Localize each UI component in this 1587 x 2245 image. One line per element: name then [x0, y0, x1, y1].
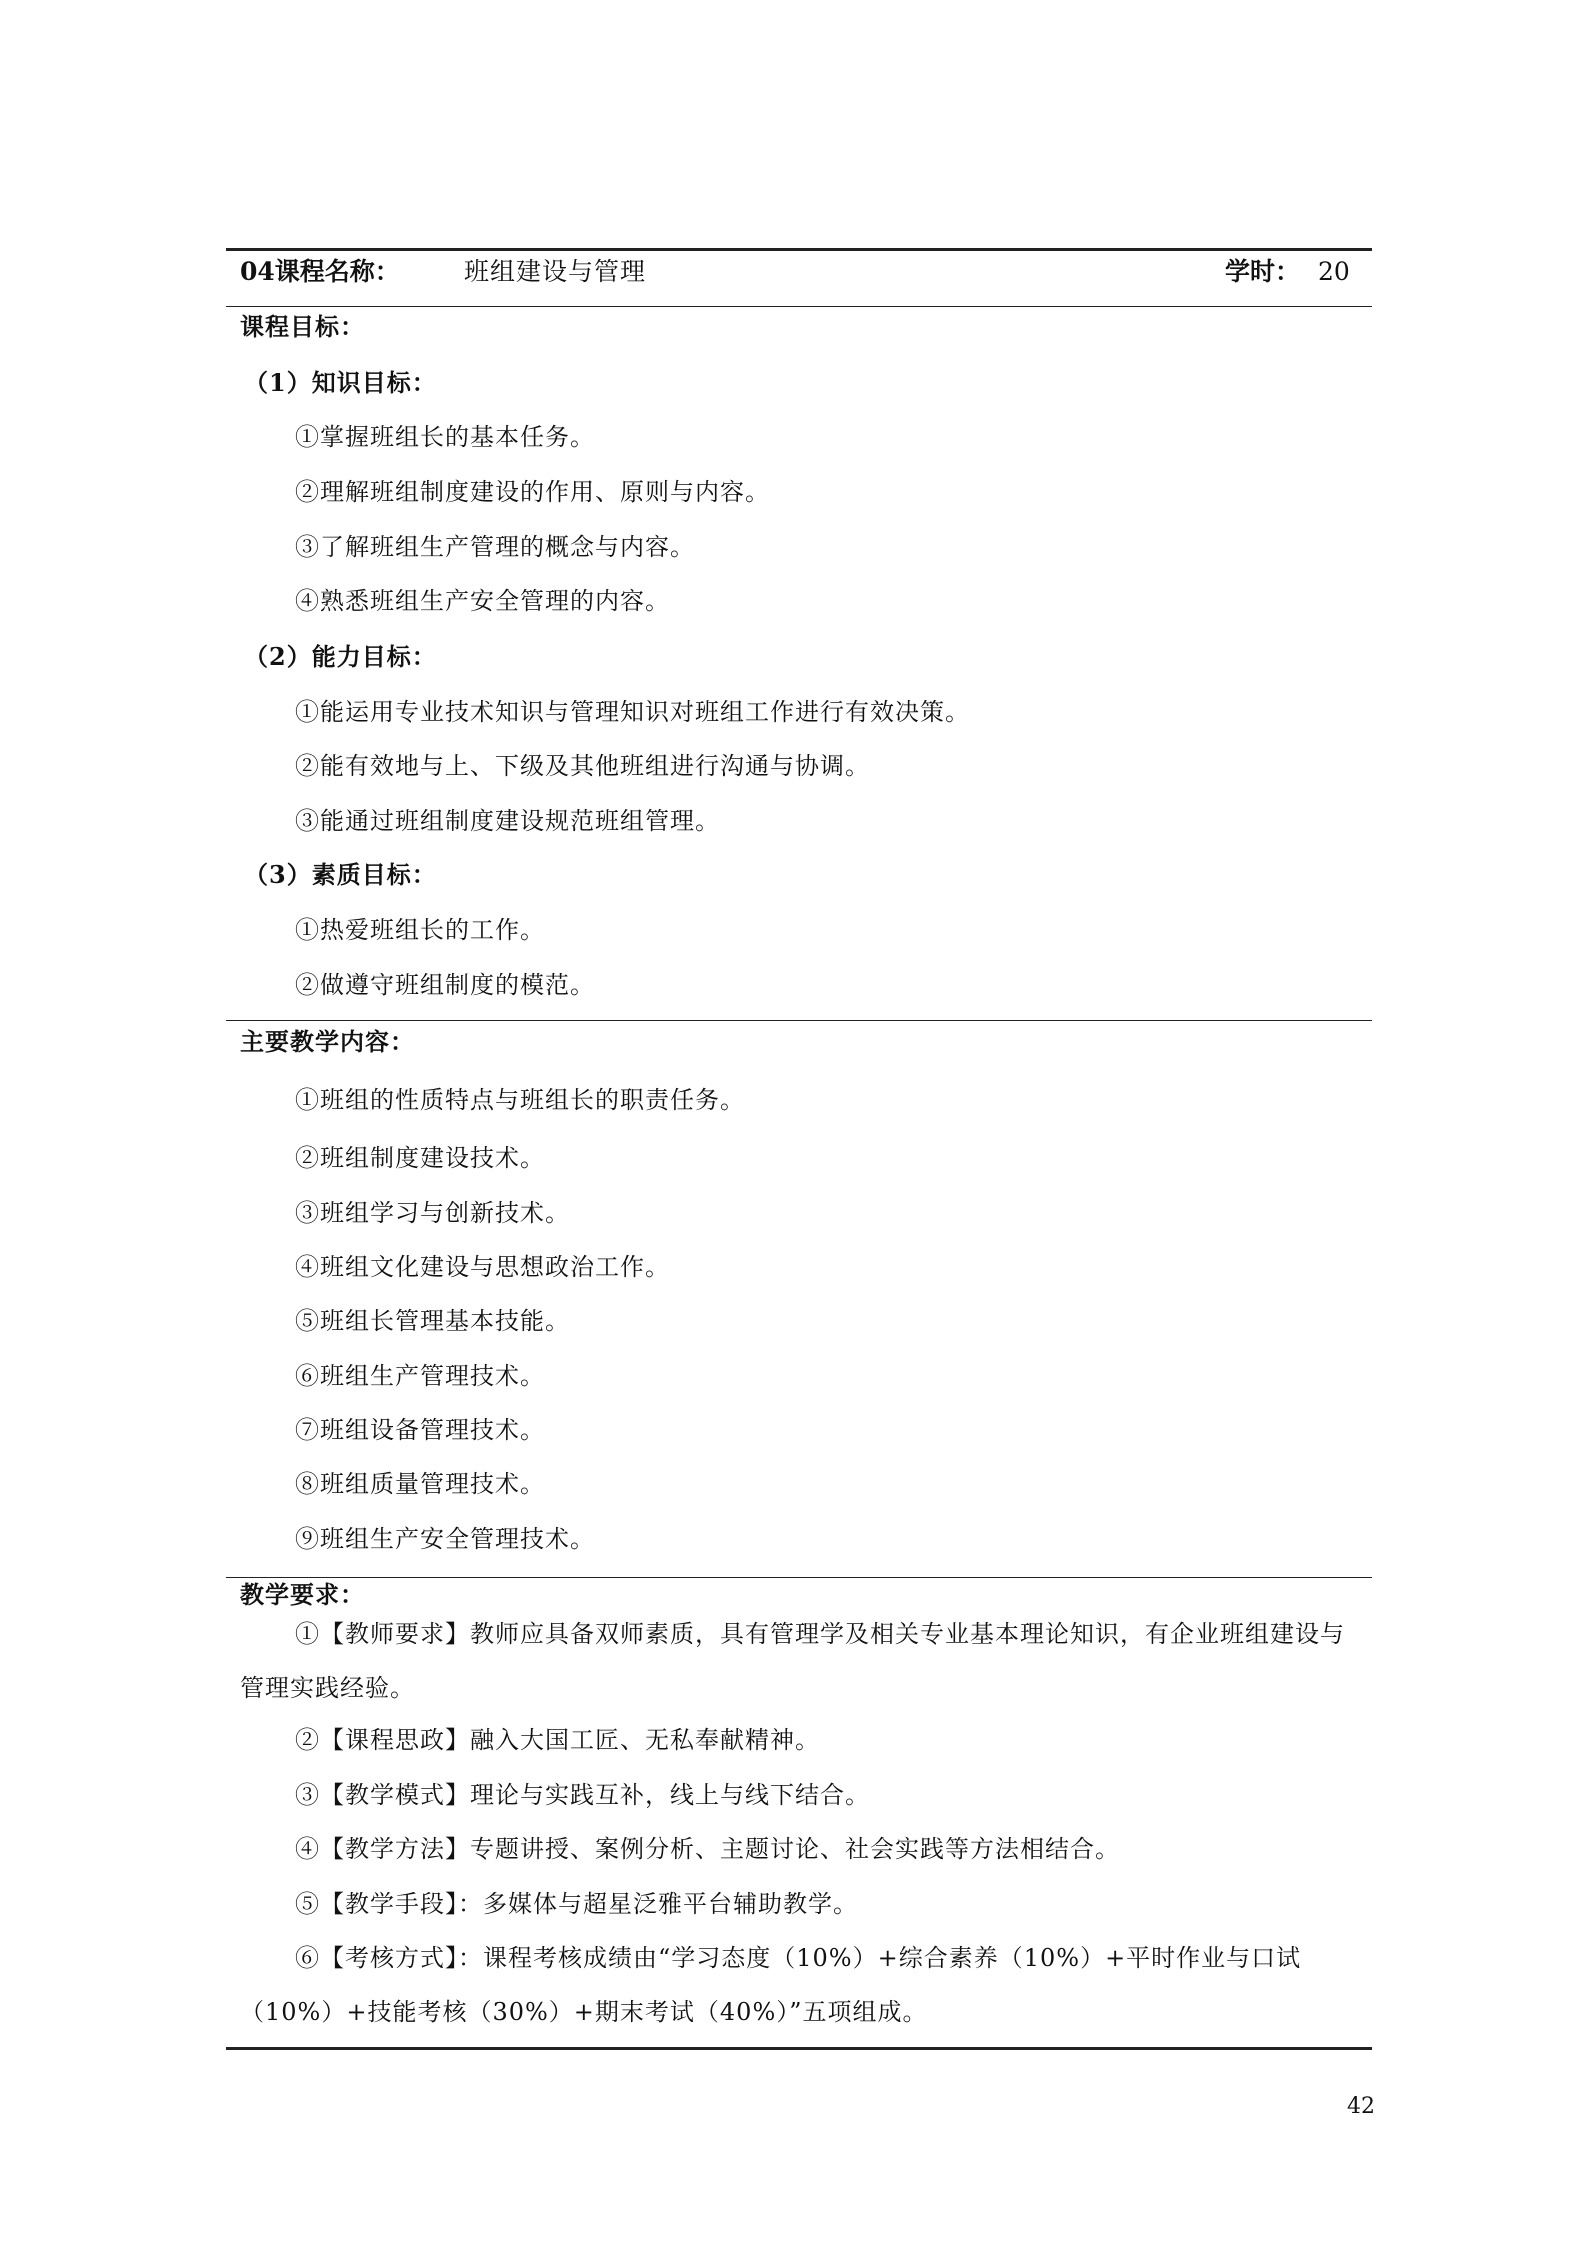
- ability-item: ①能运用专业技术知识与管理知识对班组工作进行有效决策。: [295, 698, 970, 726]
- ability-item: ②能有效地与上、下级及其他班组进行沟通与协调。: [295, 752, 870, 780]
- knowledge-item: ③了解班组生产管理的概念与内容。: [295, 533, 695, 561]
- page-number: 42: [1347, 2094, 1375, 2119]
- hours-value: 20: [1318, 257, 1350, 286]
- quality-title: （3）素质目标：: [244, 860, 437, 889]
- content-item: ⑦班组设备管理技术。: [295, 1416, 545, 1444]
- table-bottom-rule: [226, 2047, 1372, 2050]
- requirements-title: 教学要求：: [240, 1580, 365, 1609]
- header-divider: [226, 306, 1372, 307]
- knowledge-title: （1）知识目标：: [244, 368, 437, 397]
- course-header-row: [240, 254, 1360, 290]
- content-item: ③班组学习与创新技术。: [295, 1199, 570, 1227]
- requirement-item: ④【教学方法】专题讲授、案例分析、主题讨论、社会实践等方法相结合。: [295, 1835, 1120, 1863]
- content-item: ⑤班组长管理基本技能。: [295, 1307, 570, 1335]
- course-name-label: 04课程名称：: [240, 257, 400, 286]
- content-item: ②班组制度建设技术。: [295, 1144, 545, 1172]
- content-divider: [226, 1577, 1372, 1578]
- requirement-item: ⑤【教学手段】：多媒体与超星泛雅平台辅助教学。: [295, 1890, 858, 1918]
- content-item: ⑧班组质量管理技术。: [295, 1470, 545, 1498]
- content-item: ④班组文化建设与思想政治工作。: [295, 1253, 670, 1281]
- content-item: ①班组的性质特点与班组长的职责任务。: [295, 1086, 745, 1114]
- table-top-rule: [226, 248, 1372, 251]
- ability-item: ③能通过班组制度建设规范班组管理。: [295, 807, 720, 835]
- knowledge-item: ④熟悉班组生产安全管理的内容。: [295, 587, 670, 615]
- knowledge-item: ①掌握班组长的基本任务。: [295, 423, 595, 451]
- hours-label: 学时：: [1225, 257, 1301, 286]
- quality-item: ①热爱班组长的工作。: [295, 916, 545, 944]
- requirement-item: ⑥【考核方式】：课程考核成绩由“学习态度（10%）+综合素养（10%）+平时作业与口试（10%）+技能考核（30%）+期末考试（40%）”五项组成。: [240, 1944, 1302, 2026]
- content-item: ⑥班组生产管理技术。: [295, 1362, 545, 1390]
- requirement-item: ①【教师要求】教师应具备双师素质，具有管理学及相关专业基本理论知识，有企业班组建设与管理实践经验。: [240, 1620, 1345, 1702]
- quality-item: ②做遵守班组制度的模范。: [295, 971, 595, 999]
- course-name-value: 班组建设与管理: [464, 257, 647, 286]
- requirement-item: ②【课程思政】融入大国工匠、无私奉献精神。: [295, 1726, 820, 1754]
- objectives-divider: [226, 1020, 1372, 1021]
- content-title: 主要教学内容：: [240, 1027, 415, 1056]
- content-item: ⑨班组生产安全管理技术。: [295, 1525, 595, 1553]
- ability-title: （2）能力目标：: [244, 642, 437, 671]
- requirement-item: ③【教学模式】理论与实践互补，线上与线下结合。: [295, 1781, 870, 1809]
- objectives-title: 课程目标：: [240, 312, 365, 341]
- knowledge-item: ②理解班组制度建设的作用、原则与内容。: [295, 478, 770, 506]
